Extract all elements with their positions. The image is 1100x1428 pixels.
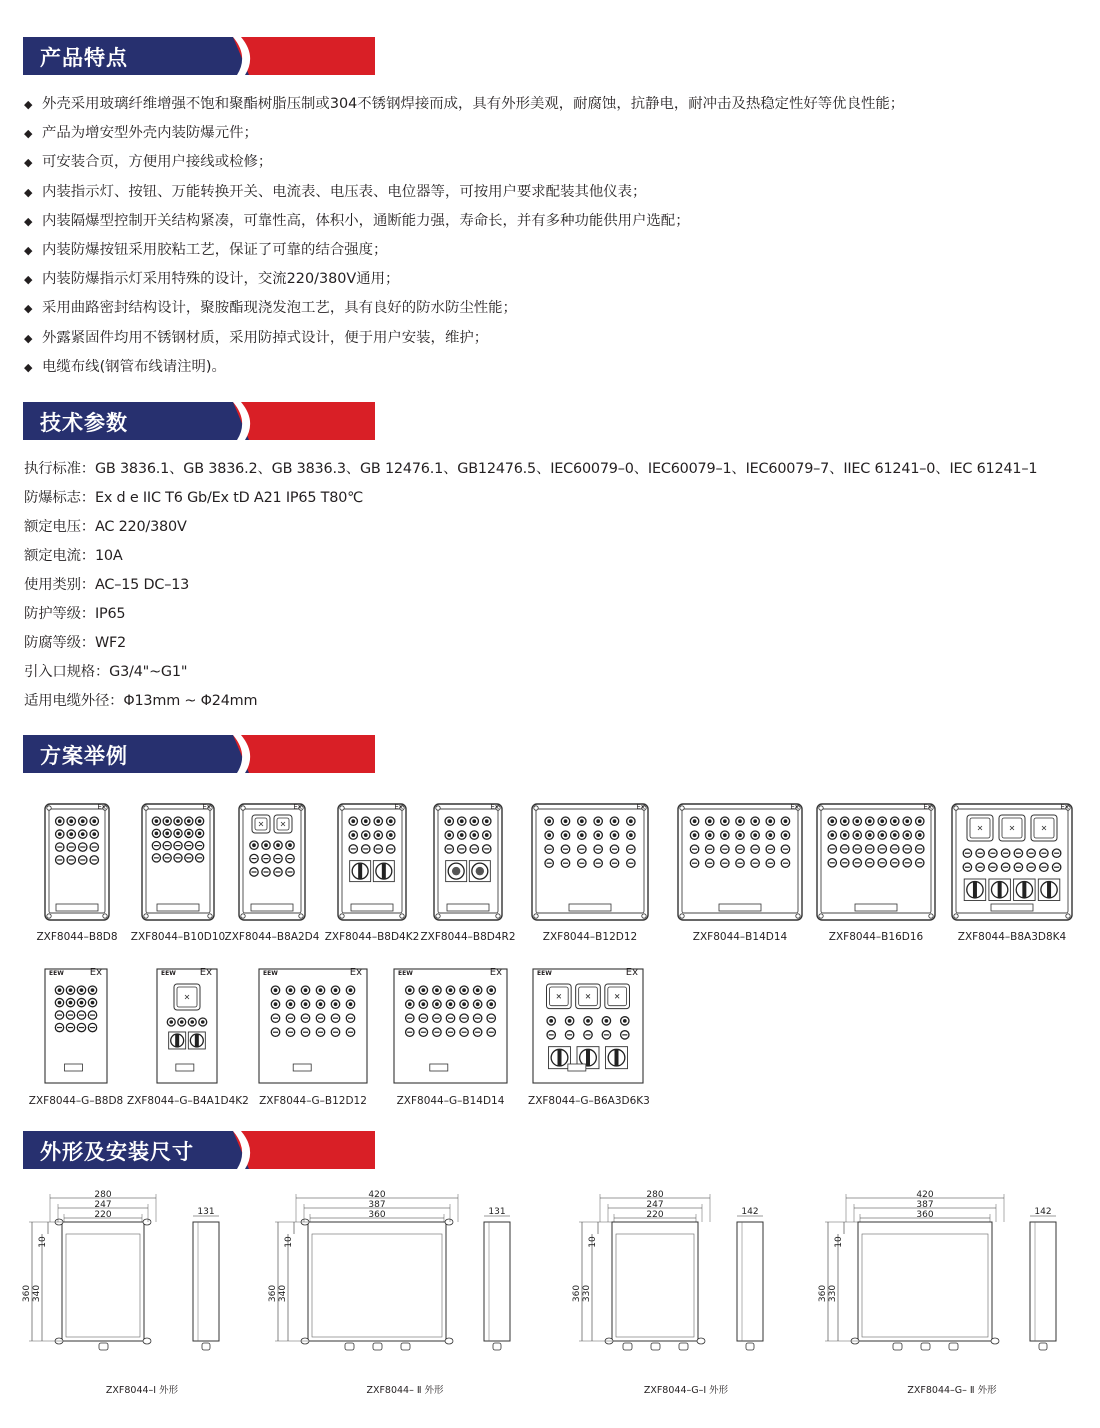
bullet-icon: ◆: [24, 331, 33, 345]
bullet-icon: ◆: [24, 214, 33, 228]
feature-item: ◆ 电缆布线(钢管布线请注明)。: [24, 353, 1084, 382]
width-dimension-label: 220: [646, 1210, 664, 1220]
outline-caption: ZXF8044– Ⅱ 外形: [366, 1385, 444, 1396]
outline-caption: ZXF8044–G– Ⅱ 外形: [907, 1385, 997, 1396]
cable-gland-icon: [949, 1343, 958, 1350]
feature-item: ◆ 内装防爆按钮采用胶粘工艺，保证了可靠的结合强度；: [24, 236, 1084, 265]
ex-mark: Ex: [923, 803, 932, 811]
depth-dimension-label: 142: [1034, 1207, 1052, 1217]
model-label: ZXF8044–G–B8D8: [28, 1095, 124, 1107]
model-label: ZXF8044–B12D12: [542, 931, 638, 943]
cable-gland-icon: [1039, 1343, 1047, 1350]
width-dimension-label: 280: [94, 1190, 112, 1200]
model-label: ZXF8044–B8A2D4: [224, 931, 320, 943]
height-dimension-label: 330: [828, 1284, 838, 1303]
section-title: 技术参数: [40, 411, 128, 435]
model-label: ZXF8044–G–B14D14: [396, 1095, 505, 1107]
outline-caption: ZXF8044–I 外形: [105, 1385, 179, 1396]
model-label: ZXF8044–B10D10: [130, 931, 226, 943]
bullet-icon: ◆: [24, 302, 33, 316]
width-dimension-label: 247: [94, 1200, 112, 1210]
width-dimension-label: 360: [368, 1210, 386, 1220]
spec-current: 额定电流：10A: [24, 548, 123, 564]
mount-lug-icon: [991, 1338, 999, 1344]
ex-mark: Ex: [790, 803, 799, 811]
width-dimension-label: 220: [94, 1210, 112, 1220]
height-dimension-label: 360: [22, 1284, 32, 1303]
ex-mark: Ex: [636, 803, 645, 811]
feature-item: ◆ 可安装合页，方便用户接线或检修；: [24, 148, 1084, 177]
height-dimension-label: 360: [572, 1284, 582, 1303]
section-title: 方案举例: [40, 744, 128, 768]
feature-item: ◆ 内装指示灯、按钮、万能转换开关、电流表、电压表、电位器等，可按用户要求配装其他仪表；: [24, 178, 1084, 207]
feature-item: ◆ 外露紧固件均用不锈钢材质，采用防掉式设计，便于用户安装，维护；: [24, 324, 1084, 353]
outline-caption: ZXF8044–G–I 外形: [643, 1385, 729, 1396]
width-dimension-label: 420: [368, 1190, 386, 1200]
ex-mark: Ex: [202, 803, 211, 811]
model-label: ZXF8044–B16D16: [828, 931, 924, 943]
height-dimension-label: 10: [284, 1236, 294, 1248]
height-dimension-label: 10: [588, 1236, 598, 1248]
model-label: ZXF8044–B8D4R2: [420, 931, 516, 943]
width-dimension-label: 387: [368, 1200, 386, 1210]
model-label: ZXF8044–B8D4K2: [324, 931, 420, 943]
spec-anticorrosion: 防腐等级：WF2: [24, 635, 127, 651]
section-title: 产品特点: [40, 46, 128, 70]
bullet-icon: ◆: [24, 243, 33, 257]
width-dimension-label: 247: [646, 1200, 664, 1210]
height-dimension-label: 340: [278, 1284, 288, 1303]
model-label: ZXF8044–G–B6A3D6K3: [528, 1095, 650, 1107]
brand-logo: EEW: [537, 970, 552, 977]
bullet-icon: ◆: [24, 185, 33, 199]
height-dimension-label: 10: [834, 1236, 844, 1248]
height-dimension-label: 330: [582, 1284, 592, 1303]
height-dimension-label: 360: [268, 1284, 278, 1303]
width-dimension-label: 420: [916, 1190, 934, 1200]
brand-logo: EEW: [398, 970, 413, 977]
model-label: ZXF8044–B14D14: [692, 931, 788, 943]
bullet-icon: ◆: [24, 98, 33, 111]
feature-item: ◆ 采用曲路密封结构设计，聚胺酯现浇发泡工艺，具有良好的防水防尘性能；: [24, 294, 1084, 323]
ex-mark: Ex: [349, 967, 362, 978]
brand-logo: EEW: [161, 970, 176, 977]
ex-mark: Ex: [490, 803, 499, 811]
side-view: [1030, 1222, 1056, 1341]
spec-standard: 执行标准：GB 3836.1、GB 3836.2、GB 3836.3、GB 12476.1、GB12476.5、IEC60079–0、IEC60079–1、IEC60079–7、IIEC 61241–0、IEC 61241–1: [24, 461, 1038, 477]
height-dimension-label: 10: [38, 1236, 48, 1248]
ex-mark: Ex: [89, 967, 102, 978]
feature-item: ◆ 内装隔爆型控制开关结构紧凑，可靠性高，体积小，通断能力强，寿命长，并有多种功能供用户选配；: [24, 207, 1084, 236]
ex-mark: Ex: [394, 803, 403, 811]
spec-category: 使用类别：AC–15 DC–13: [24, 577, 190, 593]
feature-item: ◆ 外壳采用玻璃纤维增强不饱和聚酯树脂压制或304不锈钢焊接而成，具有外形美观，耐腐蚀，抗静电，耐冲击及热稳定性好等优良性能；: [24, 90, 1084, 119]
front-view: [858, 1222, 992, 1341]
ex-mark: Ex: [97, 803, 106, 811]
spec-ip-rating: 防护等级：IP65: [24, 606, 126, 622]
brand-logo: EEW: [263, 970, 278, 977]
width-dimension-label: 280: [646, 1190, 664, 1200]
spec-entry-thread: 引入口规格：G3/4"~G1": [24, 664, 188, 680]
brand-logo: EEW: [49, 970, 64, 977]
spec-ex-mark: 防爆标志：Ex d e IIC T6 Gb/Ex tD A21 IP65 T80℃: [24, 490, 364, 506]
feature-item: ◆ 产品为增安型外壳内装防爆元件；: [24, 119, 1084, 148]
cable-gland-icon: [921, 1343, 930, 1350]
depth-dimension-label: 131: [488, 1207, 506, 1217]
model-label: ZXF8044–G–B12D12: [259, 1095, 367, 1107]
bullet-icon: ◆: [24, 273, 33, 287]
spec-voltage: 额定电压：AC 220/380V: [24, 519, 187, 535]
width-dimension-label: 360: [916, 1210, 934, 1220]
ex-mark: Ex: [293, 803, 302, 811]
depth-dimension-label: 131: [197, 1207, 215, 1217]
bullet-icon: ◆: [24, 360, 33, 374]
model-label: ZXF8044–G–B4A1D4K2: [127, 1095, 249, 1107]
height-dimension-label: 340: [32, 1284, 42, 1303]
section-title: 外形及安装尺寸: [40, 1140, 194, 1164]
width-dimension-label: 387: [916, 1200, 934, 1210]
ex-mark: Ex: [489, 967, 502, 978]
model-label: ZXF8044–B8A3D8K4: [957, 931, 1067, 943]
ex-mark: Ex: [1060, 803, 1069, 811]
depth-dimension-label: 142: [741, 1207, 759, 1217]
cable-gland-icon: [893, 1343, 902, 1350]
bullet-icon: ◆: [24, 127, 33, 141]
model-label: ZXF8044–B8D8: [36, 931, 118, 943]
feature-item: ◆ 内装防爆指示灯采用特殊的设计，交流220/380V通用；: [24, 265, 1084, 294]
ex-mark: Ex: [199, 967, 212, 978]
ex-mark: Ex: [625, 967, 638, 978]
spec-cable-diameter: 适用电缆外径：Φ13mm ~ Φ24mm: [24, 693, 258, 709]
bullet-icon: ◆: [24, 156, 33, 170]
height-dimension-label: 360: [818, 1284, 828, 1303]
